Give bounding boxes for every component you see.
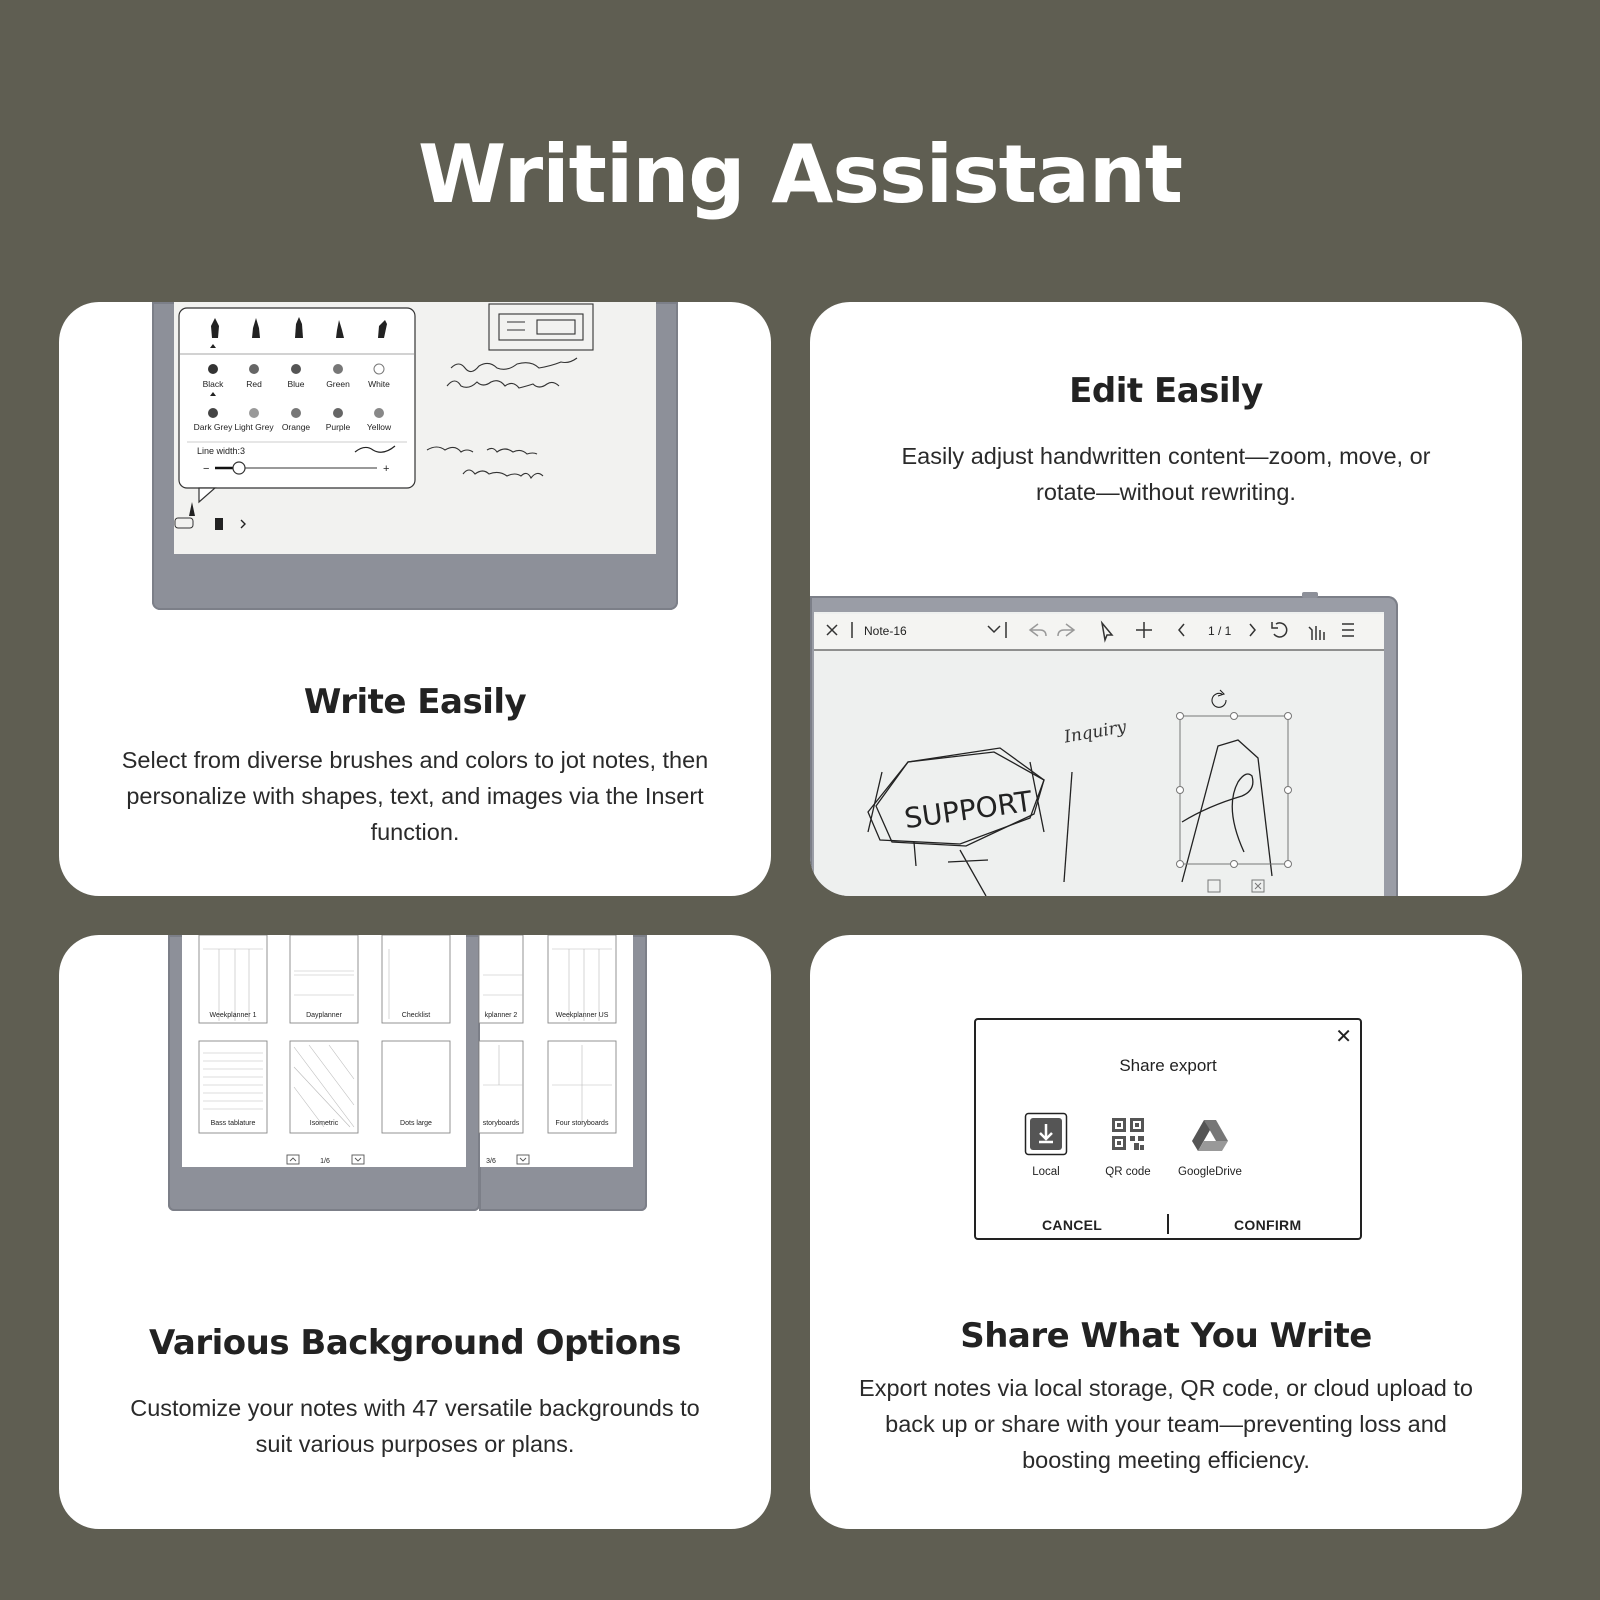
confirm-button[interactable]: CONFIRM (1234, 1217, 1302, 1233)
share-export-dialog (974, 1018, 1362, 1240)
export-option-googledrive[interactable] (1170, 1112, 1250, 1178)
card-title: Write Easily (303, 682, 527, 722)
card-title: Various Background Options (148, 1323, 682, 1363)
page-down-icon[interactable] (352, 1155, 364, 1164)
button-divider (1167, 1214, 1169, 1234)
note-editor (810, 302, 1522, 896)
template-label: Weekplanner US (555, 1012, 609, 1019)
google-drive-icon (1188, 1112, 1232, 1156)
template-label: Weekplanner 1 (209, 1012, 257, 1019)
page-indicator: 1/6 (320, 1158, 330, 1165)
card-title: Edit Easily (1069, 371, 1263, 411)
color-label: Red (246, 379, 262, 389)
line-width-slider[interactable] (233, 462, 245, 474)
color-label: Orange (281, 422, 311, 432)
color-label: Dark Grey (193, 422, 233, 432)
color-label: Blue (287, 379, 305, 389)
template-thumb[interactable] (548, 935, 616, 1023)
template-gallery (59, 935, 771, 1235)
template-label: storyboards (482, 1120, 520, 1127)
share-card (810, 935, 1522, 1529)
page-indicator: 1 / 1 (1208, 624, 1232, 638)
edit-easily-card (810, 302, 1522, 896)
color-label: Black (202, 379, 224, 389)
color-label: White (368, 379, 390, 389)
template-label: Bass tablature (210, 1120, 256, 1127)
page-title: Writing Assistant (417, 128, 1183, 221)
card-description: Easily adjust handwritten content—zoom, move, or rotate—without rewriting. (901, 443, 1431, 505)
qr-code-icon (1106, 1112, 1150, 1156)
option-label: GoogleDrive (1178, 1166, 1242, 1178)
write-easily-card (59, 302, 771, 896)
template-label: Dots large (400, 1120, 432, 1127)
sketch-word: SUPPORT (902, 784, 1035, 836)
close-icon[interactable]: ✕ (1335, 1026, 1352, 1048)
color-label: Light Grey (234, 422, 274, 432)
template-label: Isometric (309, 1120, 339, 1127)
option-label: QR code (1105, 1166, 1151, 1178)
color-label: Yellow (366, 422, 392, 432)
template-thumb[interactable] (382, 935, 450, 1023)
line-width-label: Line width:3 (197, 446, 246, 456)
note-name[interactable]: Note-16 (864, 624, 907, 638)
pen-toolbar[interactable] (175, 502, 245, 530)
template-thumb[interactable] (479, 935, 523, 1023)
page-indicator: 3/6 (486, 1158, 496, 1165)
template-thumb[interactable] (290, 935, 358, 1023)
download-icon (1024, 1112, 1068, 1156)
export-option-qr[interactable] (1088, 1112, 1168, 1178)
page-up-icon[interactable] (287, 1155, 299, 1164)
card-description: Export notes via local storage, QR code, or cloud upload to back up or share with your team—preventing loss and boosting meeting efficiency. (859, 1375, 1473, 1473)
card-description: Select from diverse brushes and colors to jot notes, then personalize with shapes, text, and images via the Insert function. (121, 747, 709, 845)
color-label: Purple (325, 422, 351, 432)
card-title: Share What You Write (960, 1316, 1372, 1356)
plus-icon[interactable]: + (383, 463, 390, 475)
cancel-button[interactable]: CANCEL (1042, 1217, 1103, 1233)
card-description: Customize your notes with 47 versatile backgrounds to suit various purposes or plans. (130, 1395, 700, 1457)
export-option-local[interactable] (1006, 1112, 1086, 1178)
option-label: Local (1032, 1166, 1060, 1178)
color-label: Green (326, 379, 350, 389)
template-label: Checklist (401, 1012, 431, 1019)
template-thumb[interactable] (199, 935, 267, 1023)
template-label: Dayplanner (306, 1012, 342, 1019)
template-label: Four storyboards (555, 1120, 609, 1127)
minus-icon[interactable]: − (203, 463, 210, 475)
sketch-word: Inquiry (1062, 717, 1128, 748)
copy-icon[interactable] (1208, 880, 1220, 892)
dialog-title: Share export (1119, 1056, 1217, 1075)
pen-palette-screen (59, 302, 771, 632)
template-label: kplanner 2 (484, 1012, 518, 1019)
page-down-icon[interactable] (517, 1155, 529, 1164)
background-options-card (59, 935, 771, 1529)
